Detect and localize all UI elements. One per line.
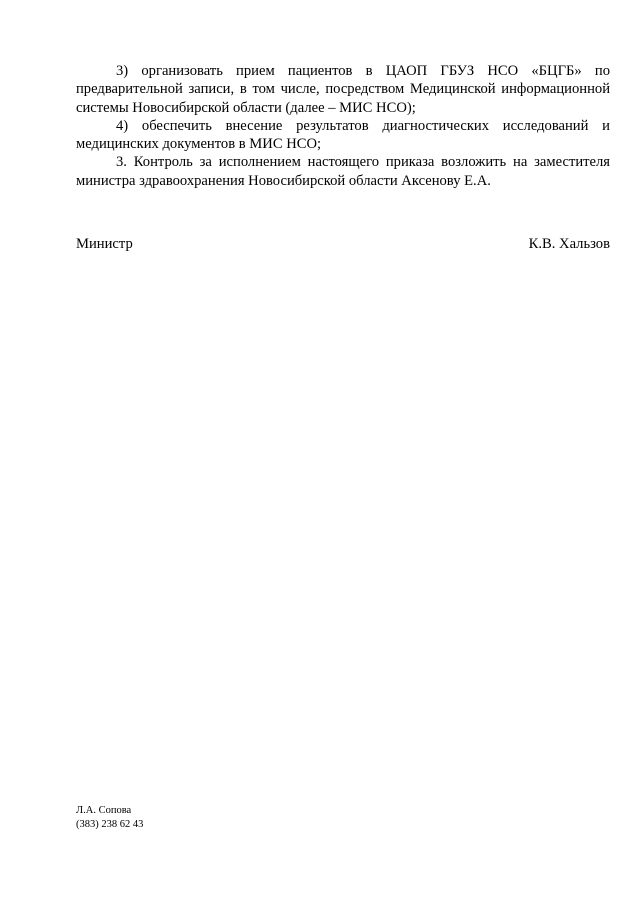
paragraph-control-clause: 3. Контроль за исполнением настоящего приказа возложить на заместителя министра здравоохранения Новосибирской области Аксенову Е.А. [76,154,610,189]
executor-info [76,804,143,831]
paragraph-item-4: 4) обеспечить внесение результатов диагностических исследований и медицинских документов в МИС НСО; [76,117,610,153]
signatory-position: Министр [76,236,133,252]
signature-block [76,235,610,253]
paragraph-item-3: 3) организовать прием пациентов в ЦАОП ГБУЗ НСО «БЦГБ» по предварительной записи, в том числе, посредством Медицинской информационной системы Новосибирской области (далее – МИС НСО); [76,63,610,116]
executor-phone: (383) 238 62 43 [76,818,144,830]
document-body [76,62,610,190]
signatory-name: К.В. Хальзов [528,236,610,252]
executor-name: Л.А. Сопова [76,805,132,816]
